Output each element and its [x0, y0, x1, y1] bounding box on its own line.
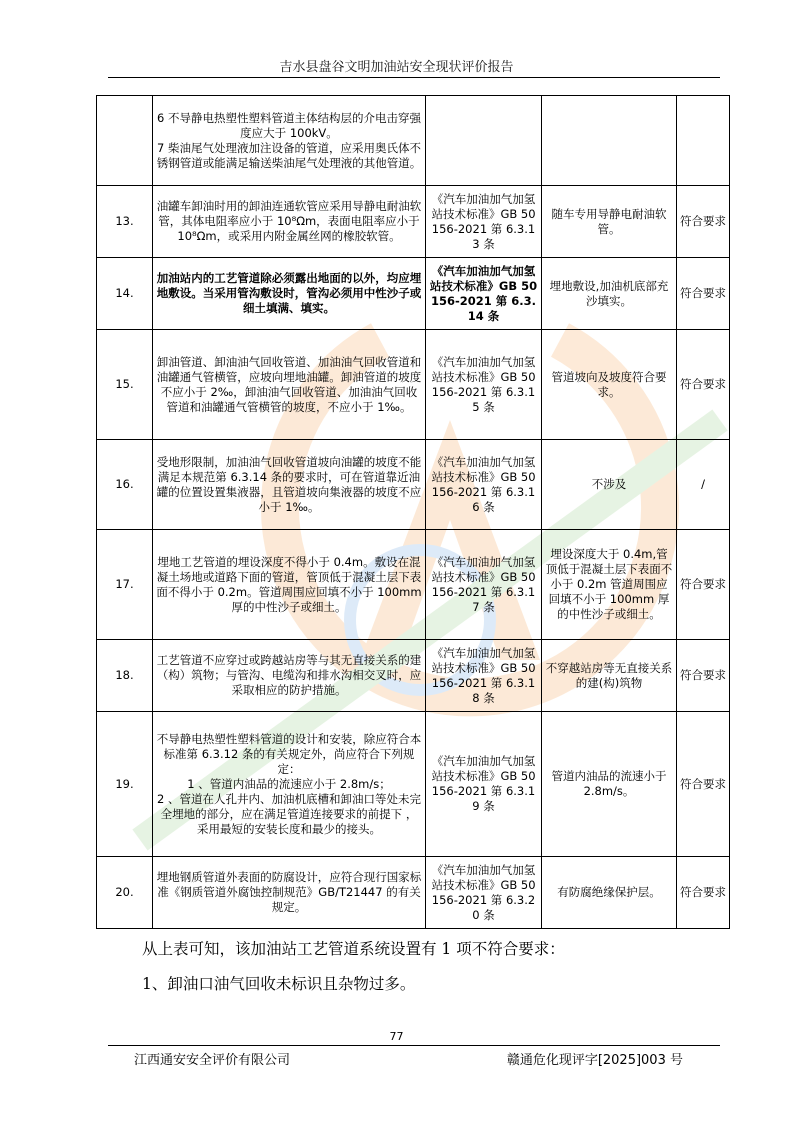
pipeline-inspection-table [96, 95, 730, 929]
row-requirement: 埋地钢质管道外表面的防腐设计，应符合现行国家标准《钢质管道外腐蚀控制规范》GB/T21447 的有关规定。 [153, 857, 426, 929]
row-basis: 《汽车加油加气加氢站技术标准》GB 50156-2021 第 6.3.14 条 [426, 258, 542, 330]
row-requirement: 卸油管道、卸油油气回收管道、加油油气回收管道和油罐通气管横管，应坡向埋地油罐。卸油管道的坡度不应小于 2‰，卸油油气回收管道、加油油气回收管道和油罐通气管横管的坡度，不应小于 1‰。 [153, 330, 426, 440]
table-row [97, 330, 730, 440]
row-number: 19. [97, 712, 153, 857]
row-requirement: 不导静电热塑性塑料管道的设计和安装，除应符合本标准第 6.3.12 条的有关规定外，尚应符合下列规定： 1 、管道内油品的流速应小于 2.8m/s； 2 、管道在人孔井内、加油机底槽和卸油口等处未完全埋地的部分，应在满足管道连接要求的前提下 ，采用最短的安装长度和最少的接头。 [153, 712, 426, 857]
page-number: 77 [389, 1030, 404, 1043]
row-number: 18. [97, 640, 153, 712]
row-basis [426, 96, 542, 186]
footer-divider [108, 1045, 720, 1046]
footer-company: 江西通安安全评价有限公司 [134, 1053, 291, 1068]
row-conclusion: 符合要求 [677, 530, 730, 640]
table-row [97, 186, 730, 258]
table-row [97, 712, 730, 857]
row-actual: 埋设深度大于 0.4m,管顶低于混凝土层下表面不小于 0.2m 管道周围应回填不小于 100mm 厚的中性沙子或细土。 [542, 530, 677, 640]
row-number: 14. [97, 258, 153, 330]
row-requirement: 埋地工艺管道的埋设深度不得小于 0.4m。敷设在混凝土场地或道路下面的管道，管顶低于混凝土层下表面不得小于 0.2m。管道周围应回填不小于 100mm 厚的中性沙子或细土。 [153, 530, 426, 640]
summary-conclusion: 从上表可知，该加油站工艺管道系统设置有 1 项不符合要求： [142, 940, 565, 958]
row-number [97, 96, 153, 186]
row-conclusion: / [677, 440, 730, 530]
row-basis: 《汽车加油加气加氢站技术标准》GB 50156-2021 第 6.3.18 条 [426, 640, 542, 712]
row-conclusion: 符合要求 [677, 712, 730, 857]
row-basis: 《汽车加油加气加氢站技术标准》GB 50156-2021 第 6.3.17 条 [426, 530, 542, 640]
row-requirement: 加油站内的工艺管道除必须露出地面的以外，均应埋地敷设。当采用管沟敷设时，管沟必须用中性沙子或细土填满、填实。 [153, 258, 426, 330]
table-row [97, 640, 730, 712]
table-row [97, 258, 730, 330]
row-requirement: 6 不导静电热塑性塑料管道主体结构层的介电击穿强度应大于 100kV。 7 柴油尾气处理液加注设备的管道，应采用奥氏体不锈钢管道或能满足输送柴油尾气处理液的其他管道。 [153, 96, 426, 186]
row-actual: 管道坡向及坡度符合要求。 [542, 330, 677, 440]
row-conclusion: 符合要求 [677, 330, 730, 440]
row-actual: 管道内油品的流速小于 2.8m/s。 [542, 712, 677, 857]
table-row [97, 530, 730, 640]
row-actual: 有防腐绝缘保护层。 [542, 857, 677, 929]
table-row [97, 96, 730, 186]
row-actual: 不涉及 [542, 440, 677, 530]
row-basis: 《汽车加油加气加氢站技术标准》GB 50156-2021 第 6.3.13 条 [426, 186, 542, 258]
row-basis: 《汽车加油加气加氢站技术标准》GB 50156-2021 第 6.3.20 条 [426, 857, 542, 929]
page-header-title: 吉水县盘谷文明加油站安全现状评价报告 [279, 60, 514, 75]
row-requirement: 工艺管道不应穿过或跨越站房等与其无直接关系的建（构）筑物；与管沟、电缆沟和排水沟相交叉时，应采取相应的防护措施。 [153, 640, 426, 712]
summary-item: 1、卸油口油气回收未标识且杂物过多。 [142, 975, 416, 993]
row-basis: 《汽车加油加气加氢站技术标准》GB 50156-2021 第 6.3.19 条 [426, 712, 542, 857]
header-divider [108, 77, 720, 78]
row-conclusion: 符合要求 [677, 857, 730, 929]
row-number: 15. [97, 330, 153, 440]
row-requirement: 油罐车卸油时用的卸油连通软管应采用导静电耐油软管，其体电阻率应小于 10⁸Ωm，表面电阻率应小于 10⁸Ωm，或采用内附金属丝网的橡胶软管。 [153, 186, 426, 258]
row-conclusion: 符合要求 [677, 640, 730, 712]
row-number: 20. [97, 857, 153, 929]
row-basis: 《汽车加油加气加氢站技术标准》GB 50156-2021 第 6.3.15 条 [426, 330, 542, 440]
row-number: 17. [97, 530, 153, 640]
row-actual: 随车专用导静电耐油软管。 [542, 186, 677, 258]
footer-report-number: 赣通危化现评字[2025]003 号 [506, 1053, 683, 1068]
row-actual: 埋地敷设,加油机底部充沙填实。 [542, 258, 677, 330]
table-row [97, 440, 730, 530]
table-row [97, 857, 730, 929]
row-requirement: 受地形限制，加油油气回收管道坡向油罐的坡度不能满足本规范第 6.3.14 条的要求时，可在管道靠近油罐的位置设置集液器，且管道坡向集液器的坡度不应小于 1‰。 [153, 440, 426, 530]
row-conclusion: 符合要求 [677, 186, 730, 258]
row-number: 16. [97, 440, 153, 530]
row-actual [542, 96, 677, 186]
row-conclusion [677, 96, 730, 186]
row-basis: 《汽车加油加气加氢站技术标准》GB 50156-2021 第 6.3.16 条 [426, 440, 542, 530]
row-number: 13. [97, 186, 153, 258]
row-actual: 不穿越站房等无直接关系的建(构)筑物 [542, 640, 677, 712]
row-conclusion: 符合要求 [677, 258, 730, 330]
